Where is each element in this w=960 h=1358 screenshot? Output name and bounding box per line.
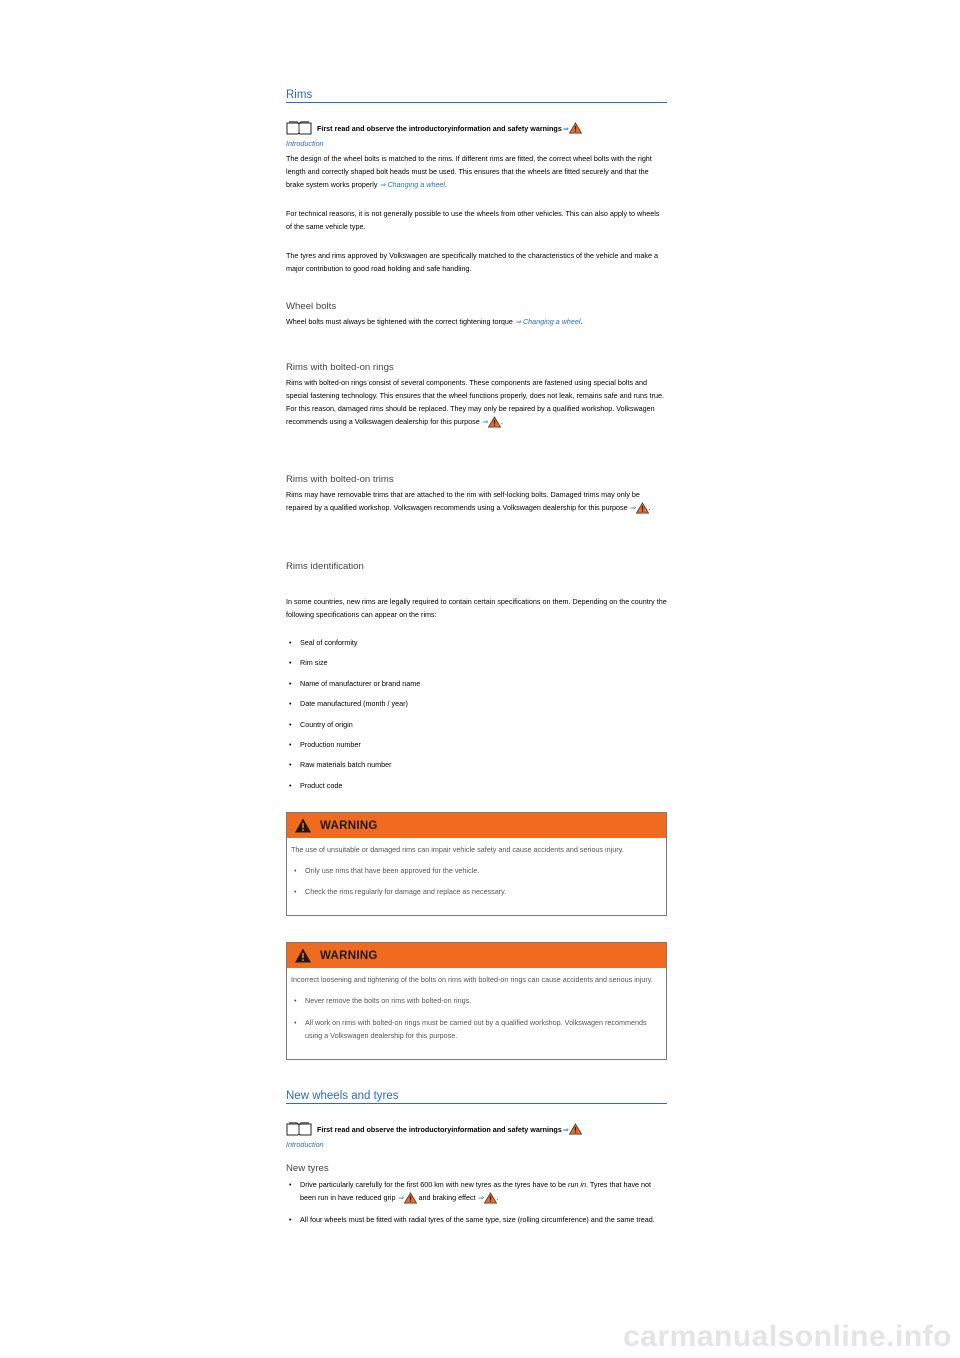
bolted-trims-section: Rims with bolted-on trims Rims may have removable trims that are attached to the rim with self-locking bolts. Damaged trims may only be repaired by a qualified workshop. Volkswagen recommends using a Volkswagen dealership for this purpose ⇒ . [286,474,667,514]
intro-text: First read and observe the introductoryinformation and safety warnings [317,123,562,133]
section-rims [286,86,667,103]
warning-body: Incorrect loosening and tightening of the bolts on rims with bolted-on rings can cause accidents and serious injury. • Never remove the bolts on rims with bolted-on rings. • All work on rims with bolted-on rings must be carried out by a qualified workshop. Volkswagen recommends using a Volkswagen dealership for this purpose. [287,968,666,1048]
intro-text: First read and observe the introductoryinformation and safety warnings [317,1124,562,1134]
warning-box [286,812,667,916]
list-item: • Product code [286,780,667,792]
new-tyres-heading: New tyres [286,1163,329,1174]
wheel-bolts-heading: Wheel bolts [286,301,337,312]
warning-icon [294,818,312,833]
identification-text: In some countries, new rims are legally required to contain certain specifications on them. Depending on the country the following specifications can appear on the rims: [286,597,667,619]
section-new-wheels [286,1087,667,1104]
changing-wheel-link[interactable]: ⇒ Changing a wheel [514,317,581,326]
section-title: Rims [286,86,667,103]
wheel-bolts-section: Wheel bolts Wheel bolts must always be tightened with the correct tightening torque ⇒ Changing a wheel. [286,301,667,328]
list-item: • Seal of conformity [286,637,667,649]
arrow-text: ⇒ [477,1193,484,1202]
book-icon [286,1122,312,1136]
warning-triangle-icon[interactable] [569,1123,582,1135]
list-item: • Rim size [286,657,667,669]
warning-header [287,813,666,838]
warning-triangle-icon[interactable] [569,122,582,134]
warning-triangle-icon[interactable] [488,416,501,428]
list-item: • Drive particularly carefully for the first 600 km with new tyres as the tyres have to be run in. Tyres that have not been run in have reduced grip ⇒ and braking effect ⇒ . [286,1178,667,1204]
bolted-rings-section: Rims with bolted-on rings Rims with bolted-on rings consist of several components. These components are fastened using special bolts and special fastening technology. This ensures that the wheel functions properly, does not leak, remains safe and runs true. For this reason, damaged rims should be replaced. They may only be repaired by a qualified workshop. Volkswagen recommends using a Volkswagen dealership for this purpose ⇒ . [286,362,667,428]
list-item: • Never remove the bolts on rims with bolted-on rings. [291,995,662,1007]
warning-icon [294,948,312,963]
intro-row [286,1122,667,1136]
paragraph-technical: For technical reasons, it is not generally possible to use the wheels from other vehicles. This can also apply to wheels of the same vehicle type. [286,209,660,231]
list-item: • Check the rims regularly for damage and replace as necessary. [291,886,662,898]
warning-triangle-icon[interactable] [636,502,649,514]
warning-title: WARNING [320,819,378,832]
bolted-trims-heading: Rims with bolted-on trims [286,474,394,485]
list-item: • Name of manufacturer or brand name [286,678,667,690]
list-item: • All four wheels must be fitted with radial tyres of the same type, size (rolling circumference) and the same tread. [286,1213,667,1226]
book-icon [286,121,312,135]
introduction-link[interactable]: Introduction [286,139,324,148]
arrow-text: ⇒ [397,1193,404,1202]
warning-title: WARNING [320,949,378,962]
bolted-rings-heading: Rims with bolted-on rings [286,362,394,373]
new-tyres-section [286,1163,667,1226]
list-item: • Country of origin [286,719,667,731]
list-item: • All work on rims with bolted-on rings must be carried out by a qualified workshop. Volkswagen recommends using a Volkswagen dealership for this purpose. [291,1016,662,1042]
paragraph-design: The design of the wheel bolts is matched to the rims. If different rims are fitted, the correct wheel bolts with the right length and correctly shaped bolt heads must be used. This ensures that the wheels are fitted securely and that the brake system works properly ⇒ Changing a wheel. [286,154,652,189]
arrow-text: ⇒ [562,123,569,133]
arrow-text: ⇒ [562,1124,569,1134]
intro-block [286,1122,667,1149]
paragraph-approved: The tyres and rims approved by Volkswagen are specifically matched to the characteristics of the vehicle and make a major contribution to good road holding and safe handling. [286,251,658,273]
warning-header [287,943,666,968]
arrow-text: ⇒ [629,503,636,512]
changing-wheel-link[interactable]: ⇒ Changing a wheel [379,180,446,189]
warning-triangle-icon[interactable] [484,1192,497,1204]
arrow-text: ⇒ [481,417,488,426]
warning-box [286,942,667,1060]
list-item: • Date manufactured (month / year) [286,698,667,710]
warning-body: The use of unsuitable or damaged rims can impair vehicle safety and cause accidents and serious injury. • Only use rims that have been approved for the vehicle. • Check the rims regularly for damage and replace as necessary. [287,838,666,904]
warning-triangle-icon[interactable] [404,1192,417,1204]
watermark: carmanualsonline.info [623,1320,952,1353]
rims-identification-section [286,561,667,572]
introduction-link[interactable]: Introduction [286,1140,324,1149]
rims-identification-heading: Rims identification [286,561,364,572]
intro-row [286,121,667,135]
list-item: • Only use rims that have been approved for the vehicle. [291,865,662,877]
list-item: • Raw materials batch number [286,759,667,771]
intro-block [286,121,667,148]
list-item: • Production number [286,739,667,751]
identification-list [286,637,667,792]
section-title: New wheels and tyres [286,1087,667,1104]
